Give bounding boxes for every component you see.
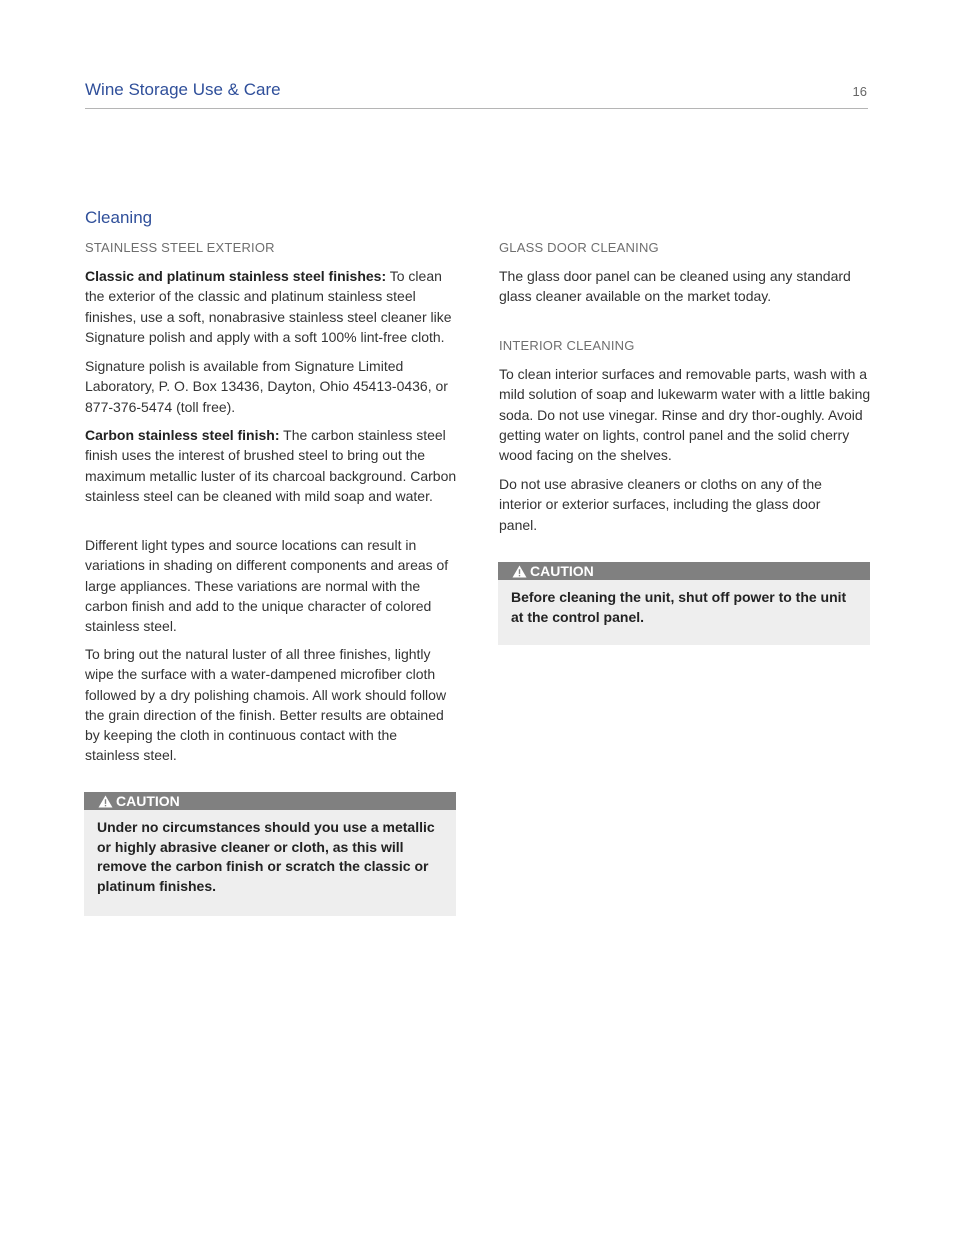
subhead-stainless-steel-exterior: STAINLESS STEEL EXTERIOR: [85, 240, 275, 255]
subhead-interior-cleaning: INTERIOR CLEANING: [499, 338, 635, 353]
page-number: 16: [852, 84, 867, 99]
paragraph-light-variations: Different light types and source locations can result in variations in shading on different components and areas of large appliances. These variations are normal with the carbon finish and add to the unique character of colored stainless steel.: [85, 537, 449, 635]
paragraph-lead: Classic and platinum stainless steel finishes:: [85, 268, 387, 284]
warning-triangle-icon: [512, 565, 527, 578]
caution-box-left: [84, 792, 456, 916]
paragraph-classic-platinum: [85, 266, 465, 347]
page-header-title: Wine Storage Use & Care: [85, 80, 281, 99]
paragraph-abrasive-warning: Do not use abrasive cleaners or cloths on any of the interior or exterior surfaces, including the glass door panel.: [499, 476, 822, 533]
header-divider: [85, 108, 868, 109]
paragraph-carbon-finish: [85, 425, 459, 506]
caution-text: Before cleaning the unit, shut off power to the unit at the control panel.: [511, 589, 847, 625]
paragraph-natural-luster: To bring out the natural luster of all three finishes, lightly wipe the surface with a water-dampened microfiber cloth followed by a dry polishing chamois. All work should follow the grain direction of the finish. Better results are obtained by keeping the cloth in continuous contact with the stainless steel.: [85, 646, 447, 764]
caution-label: CAUTION: [116, 793, 180, 809]
section-title: Cleaning: [85, 208, 153, 227]
caution-text: Under no circumstances should you use a metallic or highly abrasive cleaner or cloth, as this will remove the carbon finish or scratch the classic or platinum finishes.: [97, 819, 435, 894]
paragraph-lead: Carbon stainless steel finish:: [85, 427, 280, 443]
caution-header: [498, 562, 870, 580]
caution-box-right: [498, 562, 870, 645]
paragraph-signature-polish: Signature polish is available from Signature Limited Laboratory, P. O. Box 13436, Dayton, Ohio 45413-0436, or 877-376-5474 (toll free).: [85, 358, 448, 415]
caution-label: CAUTION: [530, 563, 594, 579]
paragraph-text: The carbon stainless steel finish uses the interest of brushed steel to bring out the maximum metallic luster of its charcoal background. Carbon stainless steel can be cleaned with mild soap and water.: [85, 427, 457, 504]
subhead-glass-door-cleaning: GLASS DOOR CLEANING: [499, 240, 659, 255]
paragraph-glass-door: The glass door panel can be cleaned using any standard glass cleaner available on the market today.: [499, 268, 851, 305]
paragraph-text: To clean the exterior of the classic and platinum stainless steel finishes, use a soft, nonabrasive stainless steel cleaner like Signature polish and apply with a soft 100% lint-free cloth.: [85, 268, 452, 345]
caution-header: [84, 792, 456, 810]
warning-triangle-icon: [98, 795, 113, 808]
paragraph-interior-cleaning: To clean interior surfaces and removable parts, wash with a mild solution of soap and lukewarm water with a little baking soda. Do not use vinegar. Rinse and dry thor-oughly. Avoid getting water on lights, control panel and the solid cherry wood facing on the shelves.: [499, 366, 871, 464]
